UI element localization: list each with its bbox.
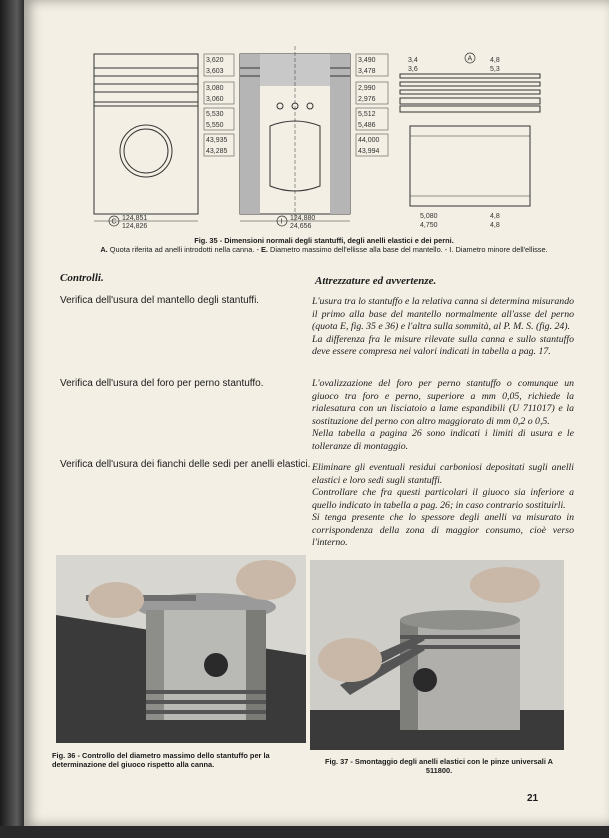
dim-l5: 5,530 <box>206 111 224 118</box>
item-mantello: Verifica dell'usura del mantello degli stantuffi. <box>60 295 260 306</box>
caption-e-label: E. <box>261 245 268 254</box>
dim-m3: 2,990 <box>358 85 376 92</box>
dim-m8: 43,994 <box>358 148 380 155</box>
dim-bm2: 24,656 <box>290 223 312 230</box>
dim-l4: 3,060 <box>206 96 224 103</box>
dim-rb1: 5,080 <box>420 213 438 220</box>
fig36-photo <box>56 555 306 743</box>
fig35-svg <box>80 46 550 231</box>
fig35-caption-title: - Dimensioni normali degli stantuffi, degli anelli elastici e dei perni. <box>217 236 454 245</box>
para-foro-perno <box>312 378 574 453</box>
dim-m7: 44,000 <box>358 137 380 144</box>
para-2: La differenza fra le misure rilevate sulla canna e sullo stantuffo deve essere compresa nei valori indicati in tabella a pag. 17. <box>312 333 574 357</box>
dim-l1: 3,620 <box>206 57 224 64</box>
dim-m2: 3,478 <box>358 68 376 75</box>
dim-r1: 3,4 <box>408 57 418 64</box>
dim-r4: 5,3 <box>490 66 500 73</box>
piston-section-view <box>240 46 350 221</box>
caption-a-text: Quota riferita ad anelli introdotti nella canna. - <box>107 245 261 254</box>
dim-rb3: 4,8 <box>490 213 500 220</box>
dim-l2: 3,603 <box>206 68 224 75</box>
piston-side-view <box>94 54 198 221</box>
item-foro-perno: Verifica dell'usura del foro per perno stantuffo. <box>60 378 264 389</box>
para-usura-mantello <box>312 296 574 359</box>
caption-a-label: A. <box>100 245 108 254</box>
fig37-svg <box>310 560 564 750</box>
item-fianchi-sedi: Verifica dell'usura dei fianchi delle sedi per anelli elastici. <box>60 459 311 470</box>
fig37-photo <box>310 560 564 750</box>
para-7: Si tenga presente che lo spessore degli anelli va misurato in corrispondenza della zona di maggior consumo, cioè verso l'interno. <box>312 512 574 548</box>
fig36-caption: Fig. 36 - Controllo del diametro massimo dello stantuffo per la determinazione del giuoco rispetto alla canna. <box>52 751 270 769</box>
page-bottom-edge <box>0 826 609 838</box>
fig37-caption: Fig. 37 - Smontaggio degli anelli elastici con le pinze universali A 511800. <box>324 757 554 775</box>
dim-l7: 43,935 <box>206 137 228 144</box>
dim-m6: 5,486 <box>358 122 376 129</box>
rings-and-pin-view <box>400 74 540 206</box>
dim-l6: 5,550 <box>206 122 224 129</box>
page-number: 21 <box>527 793 539 804</box>
para-1: L'usura tra lo stantuffo e la relativa canna si determina misurando il primo alla base del mantello normalmente all'asse del perno (quota E, fig. 35 e 36) e l'altra sulla sommità, al P. M. S. (fig. 24). <box>312 296 574 332</box>
fig36-svg <box>56 555 306 743</box>
fig35-caption-label: Fig. 35 <box>194 236 218 245</box>
label-a: A <box>467 55 473 63</box>
dim-m4: 2,976 <box>358 96 376 103</box>
para-4: Nella tabella a pagina 26 sono indicati i limiti di usura e le tolleranze di montaggio. <box>312 428 574 452</box>
para-6: Controllare che fra questi particolari il giuoco sia inferiore a quello indicato in tabella a pag. 26; in caso contrario sostituirli. <box>312 487 574 511</box>
para-anelli <box>312 462 574 550</box>
dim-bl1: 124,851 <box>122 215 148 222</box>
dim-r3: 4,8 <box>490 57 500 64</box>
caption-e-text: Diametro massimo dell'ellisse alla base del mantello. - I. Diametro minore dell'ellisse. <box>267 245 548 254</box>
dim-bl2: 124,826 <box>122 223 148 230</box>
fig35-caption-line2 <box>54 245 594 254</box>
dim-rb4: 4,8 <box>490 222 500 229</box>
para-3: L'ovalizzazione del foro per perno stantuffo o comunque un giuoco tra foro e perno, superiore a mm 0,05, richiede la rialesatura con un lisciatoio a lame espandibili (U 711017) e la sostituzione del perno con altro maggiorato di mm 0,2 o 0,5. <box>312 378 574 427</box>
heading-attrezzature: Attrezzature ed avvertenze. <box>315 275 437 287</box>
dim-bm1: 124,880 <box>290 215 316 222</box>
label-i: I <box>280 218 283 226</box>
dim-rb2: 4,750 <box>420 222 438 229</box>
dim-l8: 43,285 <box>206 148 228 155</box>
fig35-drawing <box>80 46 550 231</box>
para-5: Eliminare gli eventuali residui carboniosi depositati sugli anelli elastici e loro sedi sugli stantuffi. <box>312 462 574 486</box>
dim-m1: 3,490 <box>358 57 376 64</box>
dim-r2: 3,6 <box>408 66 418 73</box>
dim-m5: 5,512 <box>358 111 376 118</box>
fig35-caption <box>54 236 594 254</box>
heading-controlli: Controlli. <box>60 272 104 284</box>
label-c: C <box>111 218 117 226</box>
manual-page <box>24 0 609 826</box>
book-spine <box>0 0 24 838</box>
dim-l3: 3,080 <box>206 85 224 92</box>
